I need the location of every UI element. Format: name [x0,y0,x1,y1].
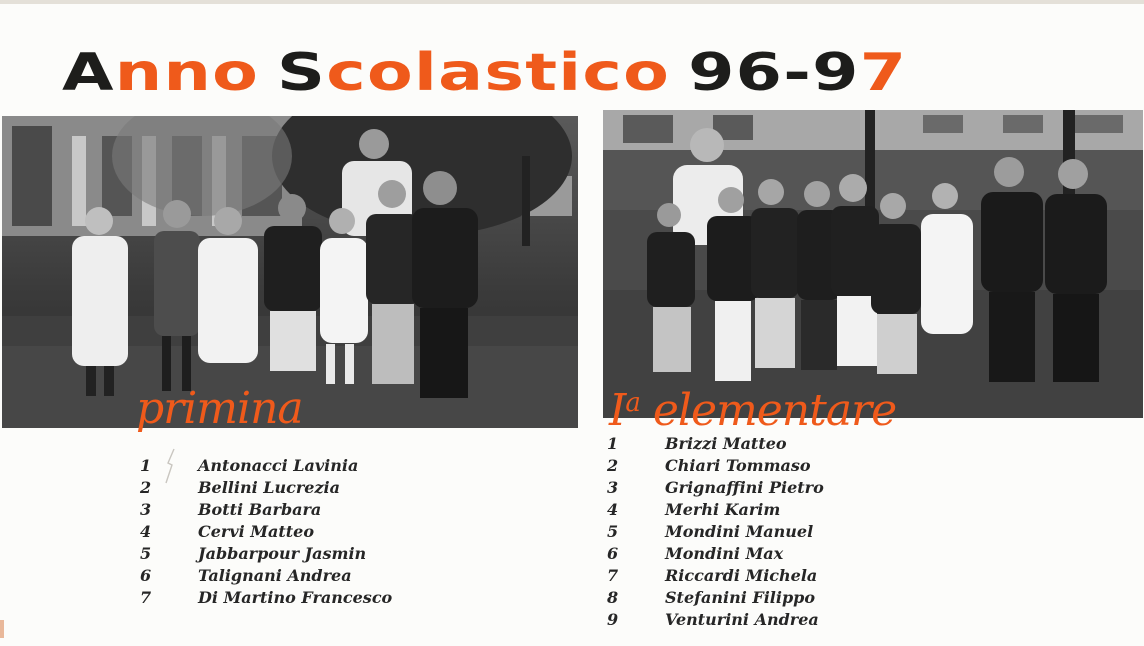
class-caption-prefix: I [609,385,626,436]
student-number: 1 [140,456,152,475]
student-number: 8 [607,588,619,607]
list-item [605,477,824,499]
student-name: Merhi Karim [665,500,781,519]
student-name: Riccardi Michela [665,566,818,585]
list-item [605,587,824,609]
student-number: 4 [140,522,152,541]
list-item [138,587,392,609]
list-item [138,455,392,477]
class-caption-primina: primina [136,383,303,434]
student-number: 5 [607,522,619,541]
student-number: 9 [607,610,619,629]
student-list-prima-elementare [605,433,824,631]
student-name: Grignaffini Pietro [665,478,824,497]
page-title [62,38,907,108]
class-caption-rest: elementare [639,385,897,436]
student-name: Cervi Matteo [198,522,314,541]
list-item [138,543,392,565]
list-item [605,521,824,543]
title-initial-a: A [62,43,115,103]
student-name: Stefanini Filippo [665,588,816,607]
class-caption-prima-elementare [609,378,896,436]
list-item [138,521,392,543]
page-top-edge [0,0,1144,4]
student-number: 7 [607,566,619,585]
student-number: 3 [140,500,152,519]
class-photo-prima-elementare [603,110,1143,418]
class-photo-primina [2,116,578,428]
student-number: 2 [140,478,152,497]
student-name: Antonacci Lavinia [198,456,359,475]
student-list-primina [138,455,392,609]
student-number: 3 [607,478,619,497]
class-caption-superscript: a [625,388,640,418]
student-name: Venturini Andrea [665,610,819,629]
student-number: 6 [140,566,152,585]
list-item [138,565,392,587]
student-name: Brizzi Matteo [665,434,787,453]
student-name: Mondini Max [665,544,784,563]
student-number: 6 [607,544,619,563]
student-name: Botti Barbara [198,500,322,519]
student-number: 5 [140,544,152,563]
title-year-last-digit: 7 [859,43,908,103]
student-number: 1 [607,434,619,453]
list-item [138,499,392,521]
title-word-anno-rest: nno [114,43,260,103]
student-name: Mondini Manuel [665,522,814,541]
page-edge-mark [0,620,4,638]
student-number: 7 [140,588,152,607]
list-item [605,499,824,521]
list-item [138,477,392,499]
title-word-scolastico-rest: colastico [326,43,671,103]
student-name: Bellini Lucrezia [198,478,340,497]
list-item [605,455,824,477]
student-number: 4 [607,500,619,519]
list-item [605,543,824,565]
title-initial-s: S [277,43,327,103]
title-year: 96-9 [688,43,860,103]
student-name: Chiari Tommaso [665,456,811,475]
list-item [605,433,824,455]
student-number: 2 [607,456,619,475]
student-name: Jabbarpour Jasmin [198,544,367,563]
list-item [605,609,824,631]
list-item [605,565,824,587]
student-name: Talignani Andrea [198,566,352,585]
student-name: Di Martino Francesco [198,588,393,607]
